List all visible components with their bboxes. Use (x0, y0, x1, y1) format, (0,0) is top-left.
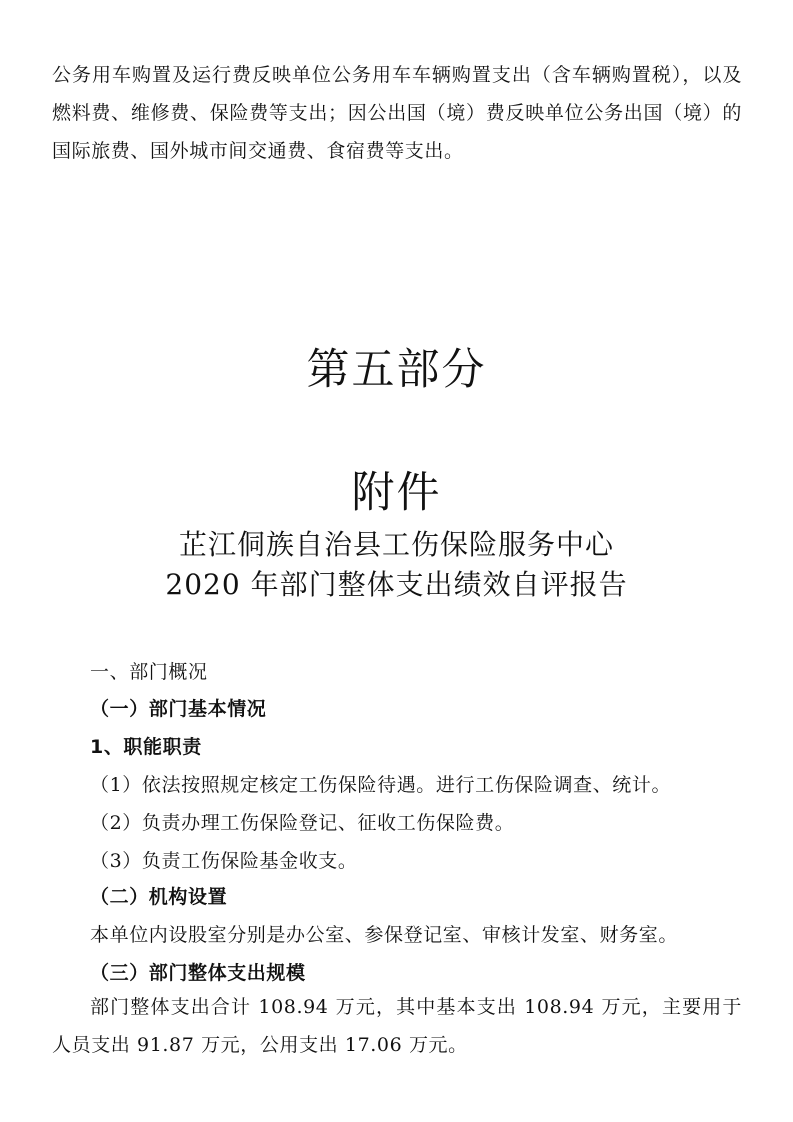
report-title-line2: 2020 年部门整体支出绩效自评报告 (165, 568, 628, 601)
overview-heading: 一、部门概况 (90, 661, 208, 683)
org-heading: （二）机构设置 (90, 886, 228, 908)
annex-title: 附件 (351, 468, 442, 518)
report-title (0, 525, 793, 605)
scale-paragraph: 部门整体支出合计 108.94 万元，其中基本支出 108.94 万元，主要用于人员支出 91.87 万元，公用支出 17.06 万元。 (52, 996, 742, 1056)
basic-info-heading: （一）部门基本情况 (90, 698, 267, 720)
scale-heading: （三）部门整体支出规模 (90, 962, 306, 984)
duty-item-3: （3）负责工伤保险基金收支。 (90, 850, 358, 872)
duty-item-2: （2）负责办理工伤保险登记、征收工伤保险费。 (90, 812, 515, 834)
part-title: 第五部分 (306, 345, 487, 395)
duty-item-1: （1）依法按照规定核定工伤保险待遇。进行工伤保险调查、统计。 (90, 774, 672, 796)
intro-paragraph: 公务用车购置及运行费反映单位公务用车车辆购置支出（含车辆购置税），以及燃料费、维修费、保险费等支出；因公出国（境）费反映单位公务出国（境）的国际旅费、国外城市间交通费、食宿费等支出。 (52, 64, 742, 162)
report-title-line1: 芷江侗族自治县工伤保险服务中心 (178, 528, 614, 561)
org-text: 本单位内设股室分别是办公室、参保登记室、审核计发室、财务室。 (90, 924, 679, 946)
duties-heading: 1、职能职责 (90, 736, 202, 758)
